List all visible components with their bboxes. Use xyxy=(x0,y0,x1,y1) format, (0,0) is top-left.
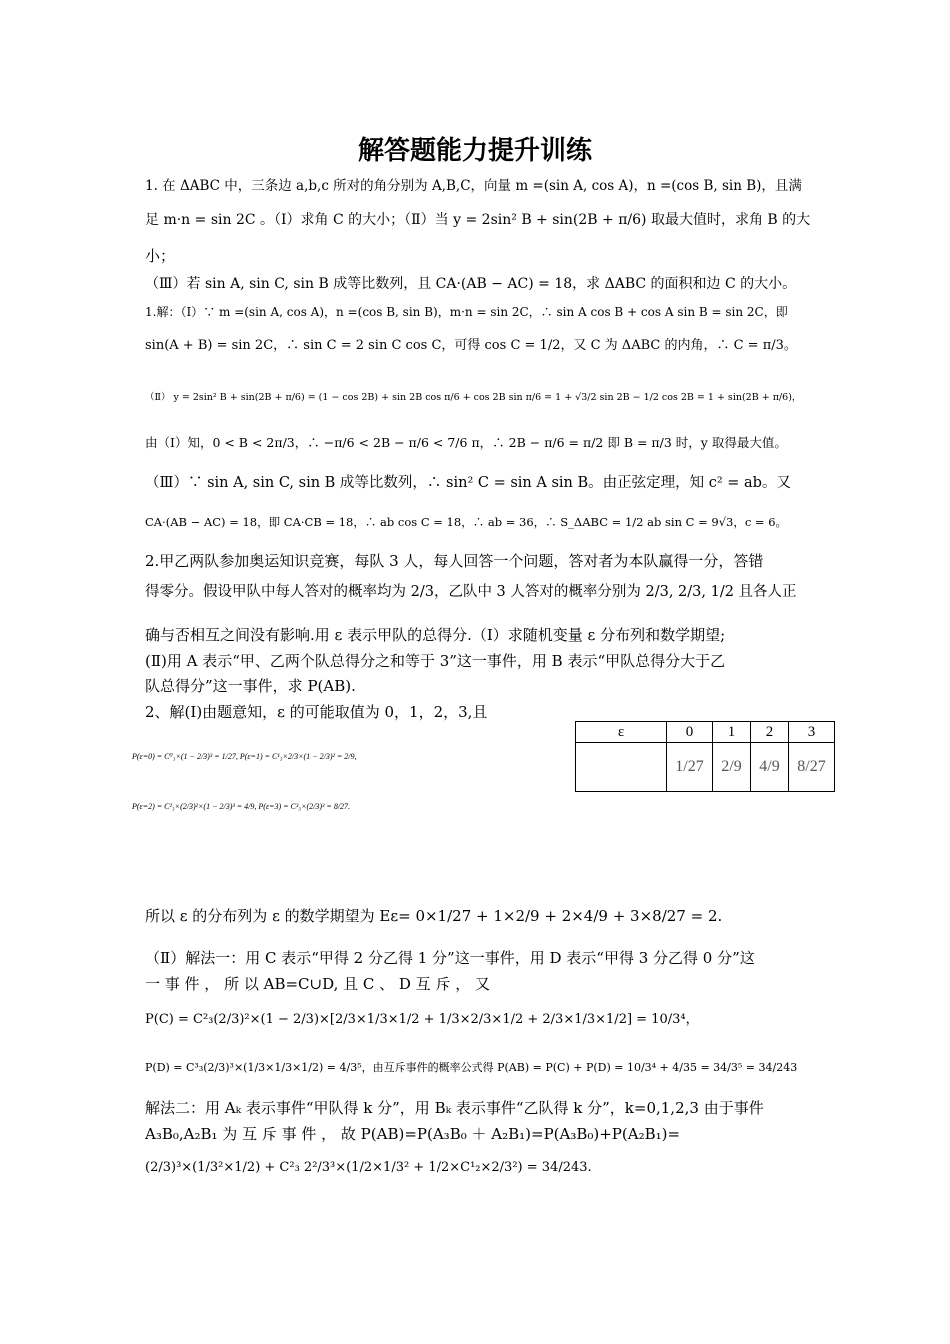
table-value-cell: 4/9 xyxy=(751,743,789,792)
method-1-pc-formula: P(C) = C²₃(2/3)²×(1 − 2/3)×[2/3×1/3×1/2 + 1/3×2/3×1/2 + 2/3×1/3×1/2] = 10/3⁴， xyxy=(145,1012,699,1027)
problem-2-line-1: 2.甲乙两队参加奥运知识竞赛，每队 3 人，每人回答一个问题，答对者为本队赢得一分，答错 xyxy=(145,552,764,570)
table-value-cell: 8/27 xyxy=(789,743,835,792)
table-value-cell: 1/27 xyxy=(667,743,713,792)
probability-formula-1: P(ε=0) = C⁰₃×(1 − 2/3)³ = 1/27, P(ε=1) = C¹₃×2/3×(1 − 2/3)² = 2/9, xyxy=(132,752,357,761)
problem-1-line-3: 小； xyxy=(145,247,176,265)
table-empty-cell xyxy=(576,743,667,792)
expectation-line: 所以 ε 的分布列为 ε 的数学期望为 Eε= 0×1/27 + 1×2/9 + 2×4/9 + 3×8/27 = 2. xyxy=(145,907,723,925)
table-header-cell: 0 xyxy=(667,722,713,743)
table-header-cell: 3 xyxy=(789,722,835,743)
problem-2-line-4: (Ⅱ)用 A 表示“甲、乙两个队总得分之和等于 3”这一事件，用 B 表示“甲队总得分大于乙 xyxy=(145,652,726,670)
method-1-line-2: 一 事 件 ， 所 以 AB=C∪D, 且 C 、 D 互 斥 ， 又 xyxy=(145,975,490,993)
problem-2-line-5: 队总得分”这一事件，求 P(AB). xyxy=(145,677,356,695)
method-1-line-1: （Ⅱ）解法一：用 C 表示“甲得 2 分乙得 1 分”这一事件，用 D 表示“甲得 3 分乙得 0 分”这 xyxy=(145,949,755,967)
solution-1-line-1: 1.解：（Ⅰ）∵ m =(sin A, cos A)，n =(cos B, sin B)，m·n = sin 2C，∴ sin A cos B + cos A sin B = sin 2C，即 xyxy=(145,305,788,319)
distribution-table xyxy=(575,721,835,792)
table-header-cell: 1 xyxy=(713,722,751,743)
method-2-line-1: 解法二：用 Aₖ 表示事件“甲队得 k 分”，用 Bₖ 表示事件“乙队得 k 分”，k=0,1,2,3 由于事件 xyxy=(145,1099,764,1117)
method-2-line-2: A₃B₀,A₂B₁ 为 互 斥 事 件 ， 故 P(AB)=P(A₃B₀ ＋ A₂B₁)=P(A₃B₀)+P(A₂B₁)= xyxy=(145,1125,681,1143)
solution-1-line-3: （Ⅱ） y = 2sin² B + sin(2B + π/6) = (1 − cos 2B) + sin 2B cos π/6 + cos 2B sin π/6 = 1 + √3/2 sin 2B − 1/2 cos 2B = 1 + sin(2B + π/6)， xyxy=(145,392,802,403)
method-2-formula: (2/3)³×(1/3²×1/2) + C²₃ 2²/3³×(1/2×1/3² + 1/2×C¹₂×2/3²) = 34/243. xyxy=(145,1160,592,1175)
solution-1-line-5: （Ⅲ）∵ sin A, sin C, sin B 成等比数列，∴ sin² C = sin A sin B。由正弦定理，知 c² = ab。又 xyxy=(145,475,791,491)
problem-2-line-3: 确与否相互之间没有影响.用 ε 表示甲队的总得分.（Ⅰ）求随机变量 ε 分布列和数学期望; xyxy=(145,626,726,644)
page-title: 解答题能力提升训练 xyxy=(357,136,592,166)
probability-formula-2: P(ε=2) = C²₃×(2/3)²×(1 − 2/3)³ = 4/9, P(ε=3) = C³₃×(2/3)³ = 8/27. xyxy=(132,802,351,811)
solution-1-line-2: sin(A + B) = sin 2C，∴ sin C = 2 sin C cos C，可得 cos C = 1/2，又 C 为 ΔABC 的内角，∴ C = π/3。 xyxy=(145,338,797,353)
table-header-cell: 2 xyxy=(751,722,789,743)
method-1-pd-formula: P(D) = C³₃(2/3)³×(1/3×1/3×1/2) = 4/3⁵，由互斥事件的概率公式得 P(AB) = P(C) + P(D) = 10/3⁴ + 4/35 = 34/3⁵ = 34/243 xyxy=(145,1061,798,1074)
solution-2-line-1: 2、解(Ⅰ)由题意知，ε 的可能取值为 0，1，2，3,且 xyxy=(145,703,488,721)
table-header-cell: ε xyxy=(576,722,667,743)
solution-1-line-6: CA·(AB − AC) = 18，即 CA·CB = 18，∴ ab cos C = 18，∴ ab = 36，∴ S_ΔABC = 1/2 ab sin C = 9√3，c = 6。 xyxy=(145,515,788,529)
solution-1-line-4: 由（Ⅰ）知，0 < B < 2π/3，∴ −π/6 < 2B − π/6 < 7/6 π，∴ 2B − π/6 = π/2 即 B = π/3 时，y 取得最大值。 xyxy=(145,435,787,450)
problem-1-line-1: 1. 在 ΔABC 中，三条边 a,b,c 所对的角分别为 A,B,C，向量 m =(sin A, cos A)，n =(cos B, sin B)，且满 xyxy=(145,178,802,194)
problem-2-line-2: 得零分。假设甲队中每人答对的概率均为 2/3，乙队中 3 人答对的概率分别为 2/3, 2/3, 1/2 且各人正 xyxy=(145,584,797,600)
table-value-cell: 2/9 xyxy=(713,743,751,792)
problem-1-line-2: 足 m·n = sin 2C 。（Ⅰ）求角 C 的大小；（Ⅱ）当 y = 2sin² B + sin(2B + π/6) 取最大值时，求角 B 的大 xyxy=(145,212,811,228)
problem-1-line-4: （Ⅲ）若 sin A, sin C, sin B 成等比数列，且 CA·(AB − AC) = 18，求 ΔABC 的面积和边 C 的大小。 xyxy=(145,276,797,292)
